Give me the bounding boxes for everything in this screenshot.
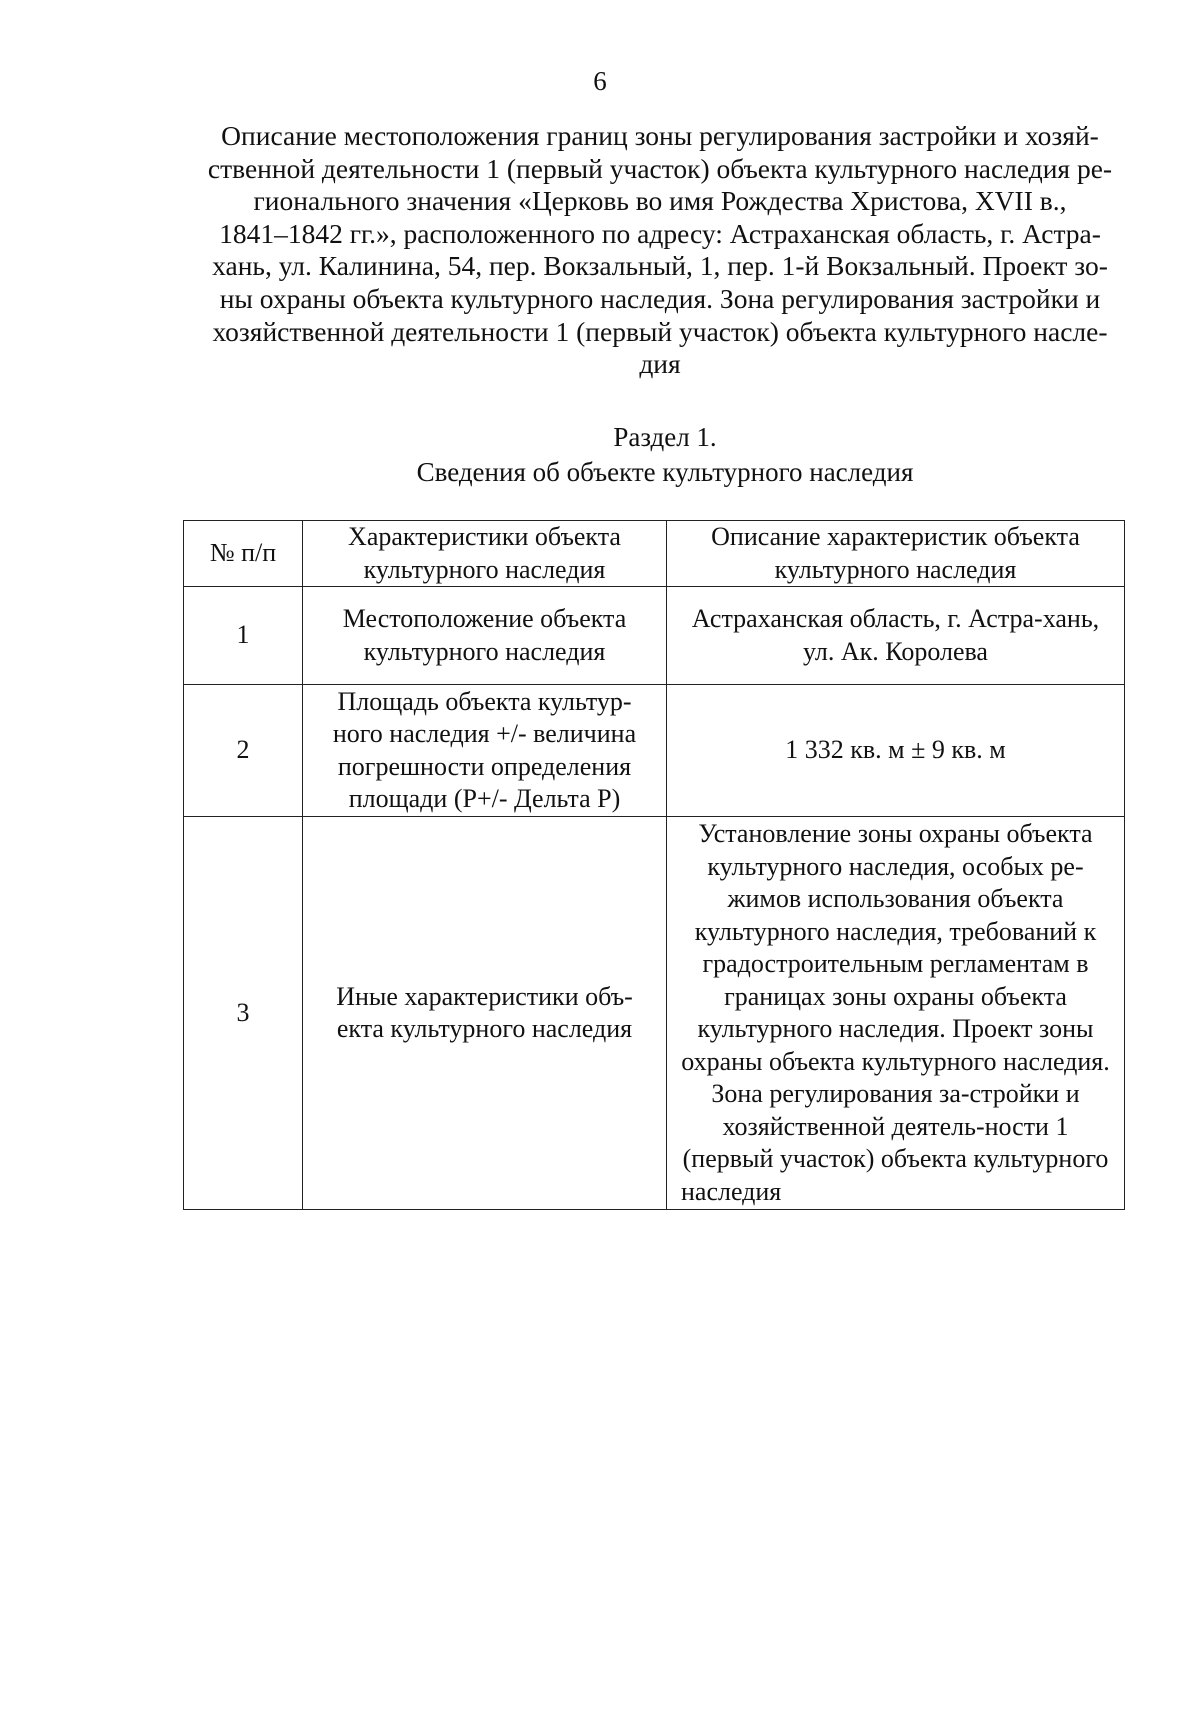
table-row — [184, 587, 1125, 685]
row-characteristic: Местоположение объекта культурного наследия — [303, 587, 667, 685]
heading-line: хозяйственной деятельности 1 (первый участок) объекта культурного насле- — [212, 315, 1108, 347]
heading-line: хань, ул. Калинина, 54, пер. Вокзальный, 1, пер. 1-й Вокзальный. Проект зо- — [212, 250, 1108, 282]
column-header-description: Описание характеристик объекта культурного наследия — [667, 521, 1125, 587]
table-header-row — [184, 521, 1125, 587]
document-heading — [180, 120, 1140, 381]
heritage-info-table — [183, 520, 1125, 1210]
row-description: Установление зоны охраны объекта культурного наследия, особых ре-жимов использования объекта культурного наследия, требований к градостроительным регламентам в границах зоны охраны объекта культурного наследия. Проект зоны охраны объекта культурного наследия. Зона регулирования за-стройки и хозяйственной деятель-ности 1 (первый участок) объекта культурного наследия — [667, 817, 1125, 1210]
row-number: 2 — [184, 685, 303, 817]
row-characteristic: Площадь объекта культур-ного наследия +/- величина погрешности определения площади (Р+/- Дельта Р) — [303, 685, 667, 817]
page-number: 6 — [593, 66, 607, 96]
table-row — [184, 817, 1125, 1210]
row-number: 3 — [184, 817, 303, 1210]
heading-line: гионального значения «Церковь во имя Рождества Христова, XVII в., — [253, 185, 1067, 217]
row-description: 1 332 кв. м ± 9 кв. м — [667, 685, 1125, 817]
section-title: Сведения об объекте культурного наследия — [416, 457, 914, 487]
heading-line: ны охраны объекта культурного наследия. Зона регулирования застройки и — [219, 282, 1101, 314]
row-characteristic: Иные характеристики объ-екта культурного наследия — [303, 817, 667, 1210]
heading-line: Описание местоположения границ зоны регулирования застройки и хозяй- — [221, 120, 1099, 151]
heading-line: дия — [639, 348, 681, 380]
row-number: 1 — [184, 587, 303, 685]
section-label: Раздел 1. — [613, 422, 717, 452]
column-header-characteristic: Характеристики объекта культурного наследия — [303, 521, 667, 587]
table-row — [184, 685, 1125, 817]
row-description: Астраханская область, г. Астра-хань, ул. Ак. Королева — [667, 587, 1125, 685]
heading-line: 1841–1842 гг.», расположенного по адресу: Астраханская область, г. Астра- — [219, 217, 1101, 249]
column-header-number: № п/п — [184, 521, 303, 587]
heading-line: ственной деятельности 1 (первый участок) объекта культурного наследия ре- — [207, 152, 1113, 184]
